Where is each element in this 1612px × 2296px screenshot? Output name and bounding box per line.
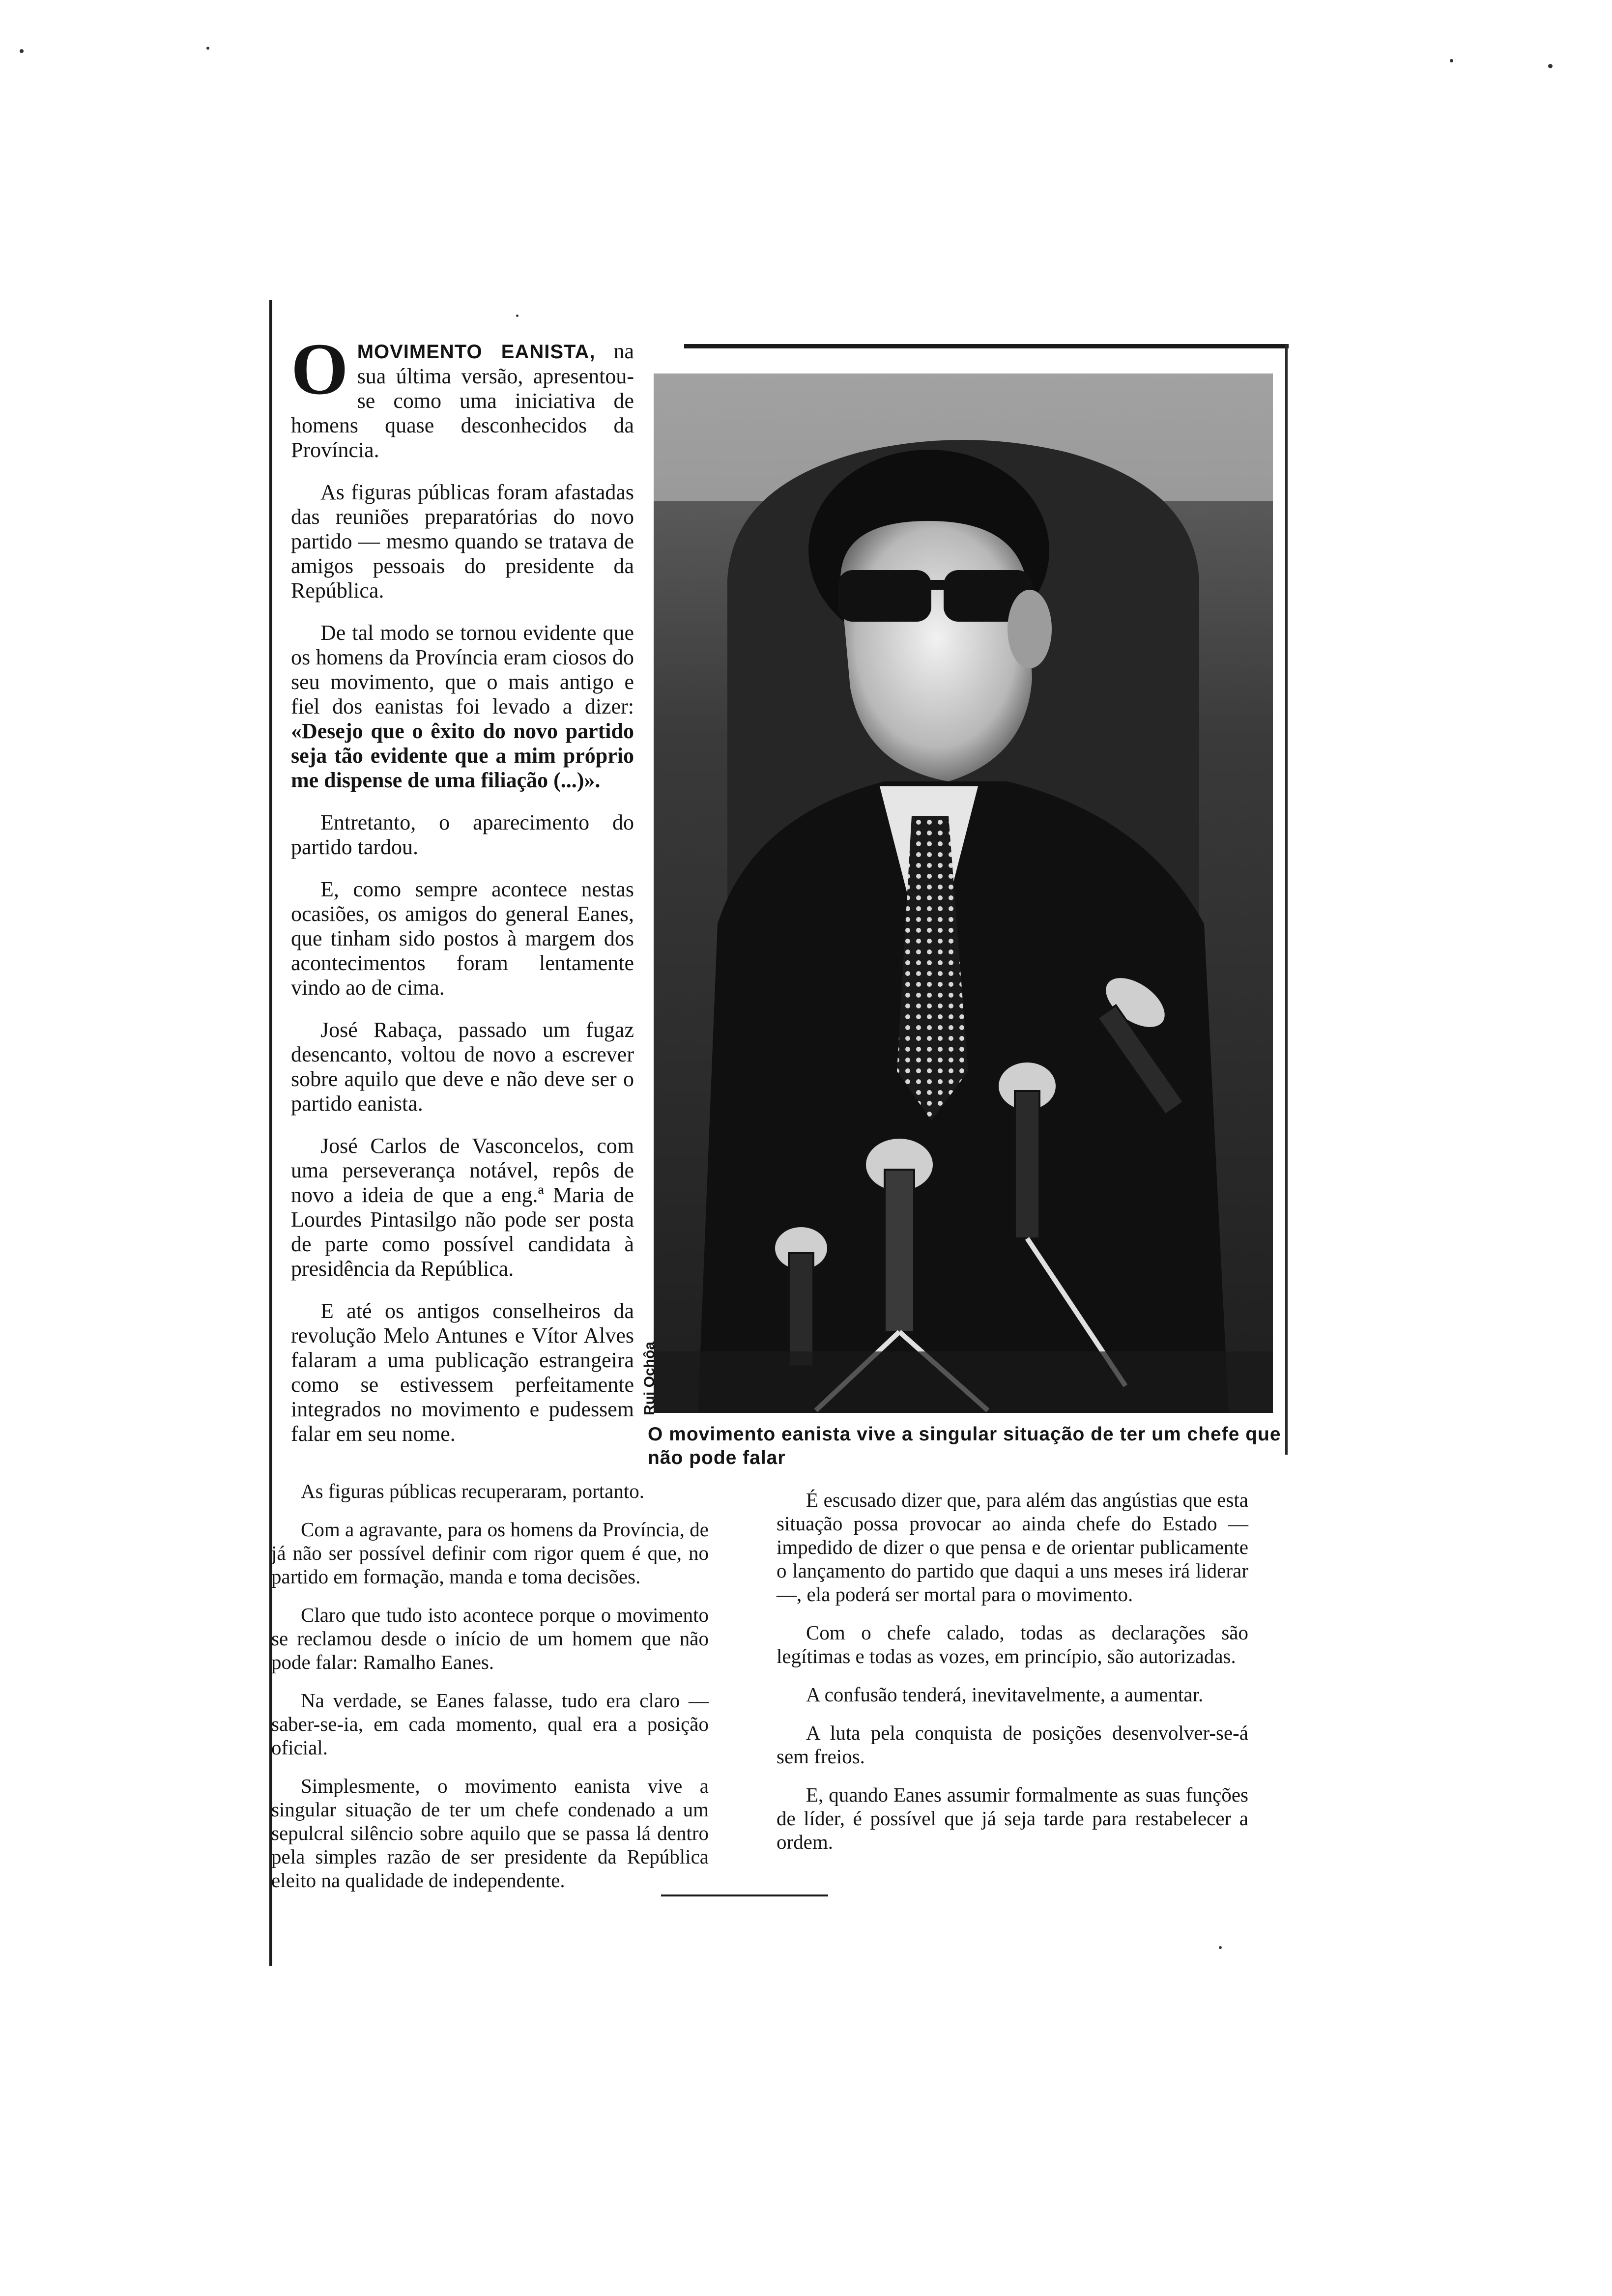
- photo-credit: Rui Ochôa: [641, 1341, 658, 1415]
- paragraph: José Rabaça, passado um fugaz desencanto, voltou de novo a escrever sobre aquilo que deve e não deve ser o partido eanista.: [291, 1018, 634, 1116]
- scan-speck: [1219, 1946, 1222, 1949]
- paragraph: E até os antigos conselheiros da revolução Melo Antunes e Vítor Alves falaram a uma publicação estrangeira como se estivessem perfeitamente integrados no movimento e pudessem falar em seu nome.: [291, 1299, 634, 1446]
- photo-illustration: [654, 373, 1273, 1413]
- article-bottom-right-column: [777, 1488, 1248, 1868]
- scan-speck: [516, 315, 518, 317]
- paragraph: É escusado dizer que, para além das angústias que esta situação possa provocar ao ainda chefe do Estado — impedido de dizer o que pensa e de orientar publicamente o lançamento do partido que daqui a uns meses irá liderar —, ela poderá ser mortal para o movimento.: [777, 1489, 1248, 1606]
- article-left-column: [291, 328, 634, 1464]
- scan-speck: [1548, 64, 1553, 68]
- scan-speck: [206, 47, 209, 50]
- paragraph: As figuras públicas foram afastadas das reuniões preparatórias do novo partido — mesmo quando se tratava de amigos pessoais do presidente da República.: [291, 480, 634, 603]
- paragraph: José Carlos de Vasconcelos, com uma perseverança notável, repôs de novo a ideia de que a eng.ª Maria de Lourdes Pintasilgo não pode ser posta de parte como possível candidata à presidência da República.: [291, 1134, 634, 1281]
- quote: «Desejo que o êxito do novo partido seja tão evidente que a mim próprio me dispense de uma filiação (...)».: [291, 719, 634, 792]
- lead-text: na sua última versão, apresentou-se como uma iniciativa de homens quase desconhecidos da Província.: [291, 339, 634, 462]
- drop-cap: O: [291, 328, 348, 410]
- article-bottom-left-column: [271, 1479, 709, 1907]
- lead-caps: MOVIMENTO EANISTA,: [357, 341, 596, 363]
- photo-right-rule: [1285, 344, 1288, 1455]
- scan-speck: [20, 49, 24, 53]
- scan-speck: [1450, 59, 1453, 62]
- paragraph: Entretanto, o aparecimento do partido tardou.: [291, 810, 634, 859]
- paragraph: Simplesmente, o movimento eanista vive a singular situação de ter um chefe condenado a um sepulcral silêncio sobre aquilo que se passa lá dentro pela simples razão de ser presidente da República eleito na qualidade de independente.: [271, 1775, 709, 1892]
- paragraph: A luta pela conquista de posições desenvolver-se-á sem freios.: [777, 1722, 1248, 1768]
- paragraph: A confusão tenderá, inevitavelmente, a aumentar.: [806, 1683, 1204, 1706]
- paragraph: Na verdade, se Eanes falasse, tudo era claro — saber-se-ia, em cada momento, qual era a posição oficial.: [271, 1689, 709, 1759]
- paragraph: As figuras públicas recuperaram, portanto.: [301, 1480, 645, 1502]
- paragraph: E, quando Eanes assumir formalmente as suas funções de líder, é possível que já seja tarde para restabelecer a ordem.: [777, 1783, 1248, 1853]
- news-photo: [654, 373, 1273, 1413]
- lead-paragraph: [291, 328, 634, 462]
- paragraph: E, como sempre acontece nestas ocasiões, os amigos do general Eanes, que tinham sido postos à margem dos acontecimentos foram lentamente vindo ao de cima.: [291, 877, 634, 1000]
- paragraph: Claro que tudo isto acontece porque o movimento se reclamou desde o início de um homem que não pode falar: Ramalho Eanes.: [271, 1604, 709, 1673]
- paragraph-with-quote: De tal modo se tornou evidente que os homens da Província eram ciosos do seu movimento, que o mais antigo e fiel dos eanistas foi levado a dizer: «Desejo que o êxito do novo partido seja tão evidente que a mim próprio me dispense de uma filiação (...)».: [291, 621, 634, 792]
- paragraph: Com o chefe calado, todas as declarações são legítimas e todas as vozes, em princípio, são autorizadas.: [777, 1621, 1248, 1667]
- photo-top-rule: [684, 344, 1289, 348]
- paragraph: Com a agravante, para os homens da Província, de já não ser possível definir com rigor quem é que, no partido em formação, manda e toma decisões.: [271, 1518, 709, 1588]
- photo-caption: O movimento eanista vive a singular situação de ter um chefe que não pode falar: [648, 1424, 1281, 1468]
